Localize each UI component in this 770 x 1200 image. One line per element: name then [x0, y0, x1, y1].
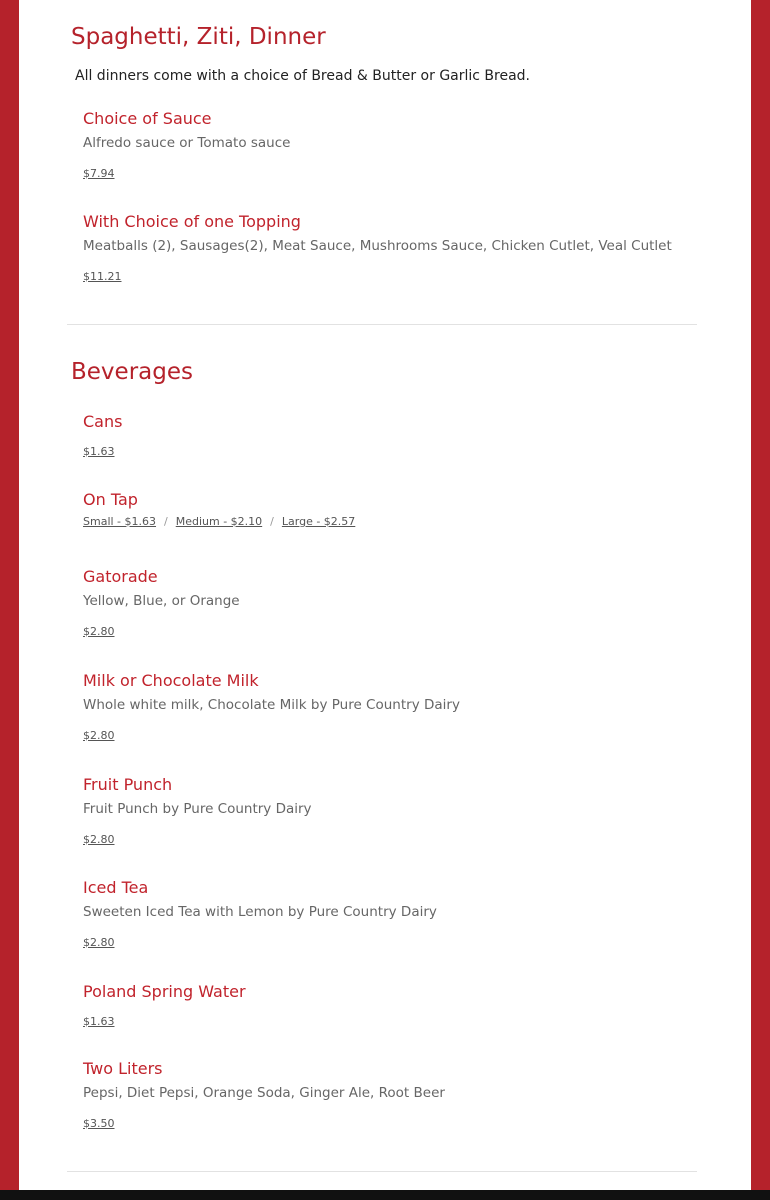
item-price[interactable]: $2.80 [83, 625, 115, 638]
section-divider [67, 1171, 697, 1172]
item-name: On Tap [83, 490, 138, 509]
item-name: Iced Tea [83, 878, 149, 897]
item-description: Pepsi, Diet Pepsi, Orange Soda, Ginger Ale, Root Beer [83, 1085, 445, 1101]
price-separator: / [164, 515, 168, 528]
item-description: Yellow, Blue, or Orange [83, 593, 240, 609]
item-description: Alfredo sauce or Tomato sauce [83, 135, 291, 151]
item-price[interactable]: $2.80 [83, 833, 115, 846]
section-title: Spaghetti, Ziti, Dinner [71, 24, 326, 50]
item-name: Cans [83, 412, 123, 431]
price-large[interactable]: Large - $2.57 [281, 515, 356, 528]
footer-bar [0, 1190, 770, 1200]
item-price[interactable]: $1.63 [83, 445, 115, 458]
section-description: All dinners come with a choice of Bread & Butter or Garlic Bread. [75, 68, 531, 84]
item-name: With Choice of one Topping [83, 212, 301, 231]
price-medium[interactable]: Medium - $2.10 [175, 515, 263, 528]
menu-page [19, 0, 751, 1190]
price-small[interactable]: Small - $1.63 [83, 515, 157, 528]
item-name: Milk or Chocolate Milk [83, 671, 259, 690]
section-title: Beverages [71, 359, 193, 385]
price-separator: / [270, 515, 274, 528]
section-divider [67, 324, 697, 325]
item-price[interactable]: $11.21 [83, 270, 122, 283]
item-name: Gatorade [83, 567, 158, 586]
price-options [83, 515, 355, 528]
item-name: Poland Spring Water [83, 982, 246, 1001]
item-description: Meatballs (2), Sausages(2), Meat Sauce, Mushrooms Sauce, Chicken Cutlet, Veal Cutlet [83, 238, 672, 254]
item-name: Two Liters [83, 1059, 163, 1078]
item-description: Sweeten Iced Tea with Lemon by Pure Country Dairy [83, 904, 437, 920]
item-price[interactable]: $2.80 [83, 729, 115, 742]
item-description: Whole white milk, Chocolate Milk by Pure Country Dairy [83, 697, 460, 713]
item-price[interactable]: $3.50 [83, 1117, 115, 1130]
item-price[interactable]: $7.94 [83, 167, 115, 180]
item-price[interactable]: $2.80 [83, 936, 115, 949]
item-description: Fruit Punch by Pure Country Dairy [83, 801, 312, 817]
item-price[interactable]: $1.63 [83, 1015, 115, 1028]
item-name: Fruit Punch [83, 775, 173, 794]
item-name: Choice of Sauce [83, 109, 212, 128]
